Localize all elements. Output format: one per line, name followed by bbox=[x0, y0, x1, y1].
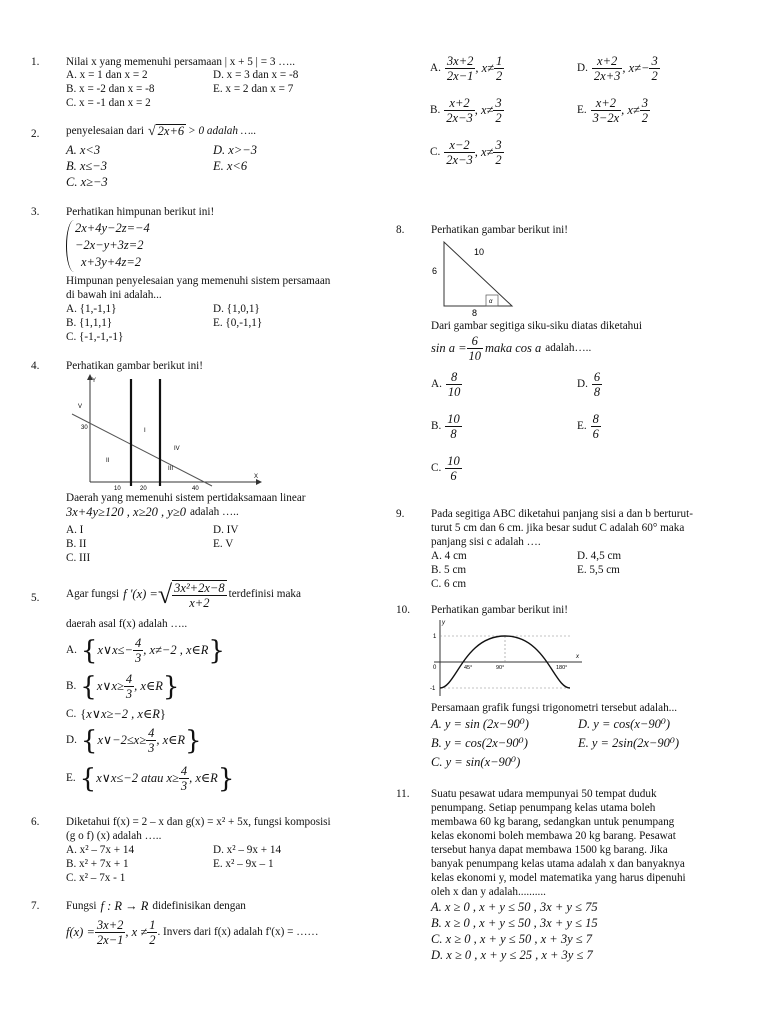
right-triangle bbox=[430, 240, 520, 318]
option-a[interactable]: A. y = sin (2x−90⁰) bbox=[431, 717, 529, 731]
question-1 bbox=[31, 56, 381, 116]
question-text-2: Himpunan penyelesaian yang memenuhi sistem persamaan bbox=[66, 275, 331, 287]
region-ii: II bbox=[106, 458, 110, 464]
trig-graph bbox=[430, 618, 586, 698]
question-4 bbox=[31, 360, 381, 570]
option-a[interactable]: A. 4 cm bbox=[431, 550, 467, 562]
option-d[interactable]: D. x>−3 bbox=[213, 143, 257, 157]
region-iv: IV bbox=[174, 446, 180, 452]
question-line-5: tersebut hanya dapat membawa 1500 kg barang. Jika bbox=[431, 844, 668, 856]
question-text-3: adalah….. bbox=[545, 341, 592, 354]
question-text: Nilai x yang memenuhi persamaan | x + 5 | = 3 ….. bbox=[66, 56, 295, 68]
option-b[interactable]: B. $\frac{10}{8}$ bbox=[431, 412, 460, 441]
question-text: Perhatikan gambar berikut ini! bbox=[431, 224, 569, 236]
option-a[interactable]: A. x<3 bbox=[66, 143, 101, 157]
question-number: 9. bbox=[396, 508, 405, 520]
question-11 bbox=[396, 788, 756, 968]
option-d[interactable]: D. x = 3 dan x = -8 bbox=[213, 69, 299, 81]
question-text: Perhatikan himpunan berikut ini! bbox=[66, 206, 215, 218]
tick-90: 90° bbox=[496, 665, 505, 671]
numerator: 3x²+2x−8 bbox=[174, 581, 225, 595]
question-number: 8. bbox=[396, 224, 405, 236]
label-angle: α bbox=[489, 299, 493, 305]
system-eq-1: 2x+4y−2z=−4 bbox=[75, 221, 150, 235]
option-b[interactable]: B. II bbox=[66, 538, 87, 550]
line-3x-4y-120 bbox=[72, 414, 212, 486]
option-b[interactable]: B. x = -2 dan x = -8 bbox=[66, 83, 155, 95]
option-e[interactable]: E. y = 2sin(2x−90⁰) bbox=[578, 736, 680, 750]
tick-origin: 0 bbox=[433, 665, 437, 671]
option-d[interactable]: D. y = cos(x−90⁰) bbox=[578, 717, 670, 731]
region-i: I bbox=[144, 428, 146, 434]
question-text-2: (g o f) (x) adalah ….. bbox=[66, 830, 162, 842]
question-text: Fungsi bbox=[66, 900, 97, 912]
option-a[interactable]: A. I bbox=[66, 524, 84, 536]
region-iii: III bbox=[168, 466, 174, 472]
question-text-post: > 0 adalah ….. bbox=[188, 124, 257, 137]
option-e[interactable]: E. { x∨x≤−2 atau x≥ $\frac{4}{3}$ , x∈R } bbox=[66, 763, 235, 794]
question-text-2: Dari gambar segitiga siku-siku diatas diketahui bbox=[431, 320, 642, 332]
question-text: Agar fungsi bbox=[66, 588, 120, 601]
tick-y-1: 1 bbox=[433, 634, 437, 640]
question-text-2: . Invers dari f(x) adalah f'(x) = …… bbox=[157, 925, 319, 938]
question-7-options bbox=[430, 54, 750, 179]
sin-pre: sin a = bbox=[431, 340, 467, 355]
question-line-3: membawa 60 kg barang, sedangkan untuk penumpang bbox=[431, 816, 675, 828]
question-number: 6. bbox=[31, 816, 40, 828]
label-bottom: 8 bbox=[472, 308, 478, 318]
option-b[interactable]: B. x² + 7x + 1 bbox=[66, 858, 129, 870]
option-d[interactable]: D. IV bbox=[213, 524, 239, 536]
mapping: f : R → R bbox=[100, 899, 149, 913]
option-e[interactable]: E. V bbox=[213, 538, 234, 550]
question-text-1: Pada segitiga ABC diketahui panjang sisi a dan b berturut- bbox=[431, 508, 693, 520]
option-d[interactable]: D. $\frac{6}{8}$ bbox=[577, 370, 601, 399]
tick-45: 45° bbox=[464, 665, 473, 671]
option-d[interactable]: D. 4,5 cm bbox=[577, 550, 622, 562]
option-c[interactable]: C. x² – 7x - 1 bbox=[66, 872, 126, 884]
question-number: 10. bbox=[396, 604, 410, 616]
option-b[interactable]: B. $\frac{x+2}{2x-3}$ , x≠ $\frac{3}{2}$ bbox=[430, 96, 502, 125]
sin-post: maka cos a bbox=[485, 340, 542, 355]
option-e[interactable]: E. x² – 9x – 1 bbox=[213, 858, 274, 870]
question-number: 11. bbox=[396, 788, 410, 800]
question-line-6: banyak penumpang kelas utama adalah x dan banyaknya bbox=[431, 858, 685, 870]
question-line-7: kelas ekonomi y, model matematika yang harus dipenuhi bbox=[431, 872, 686, 884]
question-number: 2. bbox=[31, 128, 40, 140]
question-text-3: adalah ….. bbox=[189, 506, 239, 518]
question-6 bbox=[31, 816, 381, 888]
question-8 bbox=[396, 224, 756, 490]
question-text-3: panjang sisi c adalah …. bbox=[431, 536, 541, 548]
question-5 bbox=[31, 580, 381, 800]
question-text-2: turut 5 cm dan 6 cm. jika besar sudut C adalah 60° maka bbox=[431, 522, 685, 534]
option-e[interactable]: E. x = 2 dan x = 7 bbox=[213, 83, 294, 95]
question-2 bbox=[31, 124, 381, 194]
region-graph bbox=[64, 374, 264, 490]
option-d[interactable]: D. {1,0,1} bbox=[213, 303, 260, 315]
option-e[interactable]: E. {0,-1,1} bbox=[213, 317, 263, 329]
option-a[interactable]: A. $\frac{8}{10}$ bbox=[431, 370, 461, 399]
tick-x-10: 10 bbox=[114, 486, 121, 490]
option-b[interactable]: B. {1,1,1} bbox=[66, 317, 113, 329]
question-text: Perhatikan gambar berikut ini! bbox=[66, 360, 204, 372]
func-cond: , x ≠ bbox=[125, 924, 148, 939]
question-3 bbox=[31, 206, 381, 346]
tick-180: 180° bbox=[556, 665, 568, 671]
option-c[interactable]: C. x ≥ 0 , x + y ≤ 50 , x + 3y ≤ 7 bbox=[431, 932, 593, 946]
system-eq-3: x+3y+4z=2 bbox=[81, 255, 142, 269]
sin-fraction: $\frac{6}{10}$ bbox=[468, 334, 482, 363]
sqrt-symbol: √ bbox=[147, 123, 156, 139]
question-text-2: daerah asal f(x) adalah ….. bbox=[66, 618, 188, 630]
question-text-post: terdefinisi maka bbox=[228, 588, 301, 601]
system-eq-2: −2x−y+3z=2 bbox=[75, 238, 144, 252]
option-c[interactable]: C. 6 cm bbox=[431, 578, 467, 590]
option-c[interactable]: C. y = sin(x−90⁰) bbox=[431, 755, 521, 769]
option-a[interactable]: A. $\frac{3x+2}{2x-1}$ , x≠ $\frac{1}{2}$ bbox=[430, 54, 503, 83]
option-a[interactable]: A. {1,-1,1} bbox=[66, 303, 117, 315]
label-x-axis: X bbox=[254, 474, 259, 480]
option-d[interactable]: D. { x∨−2≤x≥ $\frac{4}{3}$ , x∈R } bbox=[66, 725, 202, 756]
option-a[interactable]: A. x² – 7x + 14 bbox=[66, 844, 135, 856]
question-line-4: kelas ekonomi boleh membawa 20 kg barang. Pesawat bbox=[431, 830, 676, 842]
option-b[interactable]: B. { x∨x≥ $\frac{4}{3}$ , x∈R } bbox=[66, 671, 180, 702]
tick-x-20: 20 bbox=[140, 486, 147, 490]
tick-y-neg1: -1 bbox=[430, 686, 436, 692]
question-text: penyelesaian dari bbox=[66, 124, 144, 137]
option-c[interactable]: C. $\frac{x-2}{2x-3}$ , x≠ $\frac{3}{2}$ bbox=[430, 138, 502, 167]
option-b[interactable]: B. y = cos(2x−90⁰) bbox=[431, 736, 528, 750]
tick-y-30: 30 bbox=[81, 425, 88, 431]
denominator: x+2 bbox=[189, 596, 210, 610]
question-line-2: penumpang. Setiap penumpang kelas utama boleh bbox=[431, 802, 656, 814]
question-9 bbox=[396, 508, 756, 592]
question-7 bbox=[31, 900, 381, 960]
label-y-axis: y bbox=[442, 620, 445, 626]
question-text-post: didefinisikan dengan bbox=[152, 900, 246, 912]
option-c[interactable]: C. { x∨x≥−2 , x∈R } bbox=[66, 707, 166, 721]
question-line-1: Suatu pesawat udara mempunyai 50 tempat duduk bbox=[431, 788, 657, 800]
option-a[interactable]: A. x ≥ 0 , x + y ≤ 50 , 3x + y ≤ 75 bbox=[431, 900, 598, 914]
cond-fraction: $\frac{1}{2}$ bbox=[149, 918, 156, 947]
option-c[interactable]: C. x≥−3 bbox=[66, 175, 108, 189]
func-name: f '(x) = bbox=[123, 587, 158, 602]
question-10 bbox=[396, 604, 756, 776]
option-d[interactable]: D. $\frac{x+2}{2x+3}$ , x≠− $\frac{3}{2}$ bbox=[577, 54, 658, 83]
option-a[interactable]: A. { x∨x≤− $\frac{4}{3}$ , x≠−2 , x∈R } bbox=[66, 635, 225, 666]
option-b[interactable]: B. x ≥ 0 , x + y ≤ 50 , 3x + y ≤ 15 bbox=[431, 916, 598, 930]
label-left: 6 bbox=[432, 266, 438, 276]
label-hyp: 10 bbox=[474, 247, 485, 257]
sqrt-fraction bbox=[172, 580, 226, 610]
question-text: Perhatikan gambar berikut ini! bbox=[431, 604, 569, 616]
option-c[interactable]: C. $\frac{10}{6}$ bbox=[431, 454, 460, 483]
radicand: 2x+6 bbox=[157, 124, 185, 138]
option-d[interactable]: D. x² – 9x + 14 bbox=[213, 844, 282, 856]
inequalities: 3x+4y≥120 , x≥20 , y≥0 bbox=[66, 505, 186, 519]
option-a[interactable]: A. x = 1 dan x = 2 bbox=[66, 69, 148, 81]
option-d[interactable]: D. x ≥ 0 , x + y ≤ 25 , x + 3y ≤ 7 bbox=[431, 948, 593, 962]
option-b[interactable]: B. x≤−3 bbox=[66, 159, 107, 173]
question-number: 1. bbox=[31, 56, 40, 68]
label-v: V bbox=[78, 404, 83, 410]
question-number: 7. bbox=[31, 900, 40, 912]
tick-x-40: 40 bbox=[192, 486, 199, 490]
question-text-3: di bawah ini adalah... bbox=[66, 289, 162, 301]
question-number: 4. bbox=[31, 360, 40, 372]
question-number: 5. bbox=[31, 592, 40, 604]
option-e[interactable]: E. $\frac{x+2}{3-2x}$ , x≠ $\frac{3}{2}$ bbox=[577, 96, 649, 125]
option-b[interactable]: B. 5 cm bbox=[431, 564, 467, 576]
question-text: Diketahui f(x) = 2 – x dan g(x) = x² + 5x, fungsi komposisi bbox=[66, 816, 331, 828]
question-text-2: Persamaan grafik fungsi trigonometri tersebut adalah... bbox=[431, 702, 678, 714]
option-e[interactable]: E. x<6 bbox=[213, 159, 248, 173]
func-name: f(x) = bbox=[66, 924, 95, 939]
question-line-8: oleh x dan y adalah.......... bbox=[431, 886, 546, 898]
sqrt-symbol: √ bbox=[157, 580, 173, 609]
func-fraction: $\frac{3x+2}{2x-1}$ bbox=[96, 918, 124, 947]
option-e[interactable]: E. $\frac{8}{6}$ bbox=[577, 412, 599, 441]
option-e[interactable]: E. 5,5 cm bbox=[577, 564, 620, 576]
label-x-axis: x bbox=[576, 654, 579, 660]
question-number: 3. bbox=[31, 206, 40, 218]
option-c[interactable]: C. {-1,-1,-1} bbox=[66, 331, 124, 343]
question-text-2: Daerah yang memenuhi sistem pertidaksamaan linear bbox=[66, 492, 306, 504]
label-y-axis: Y bbox=[92, 378, 97, 384]
option-c[interactable]: C. III bbox=[66, 552, 91, 564]
option-c[interactable]: C. x = -1 dan x = 2 bbox=[66, 97, 151, 109]
